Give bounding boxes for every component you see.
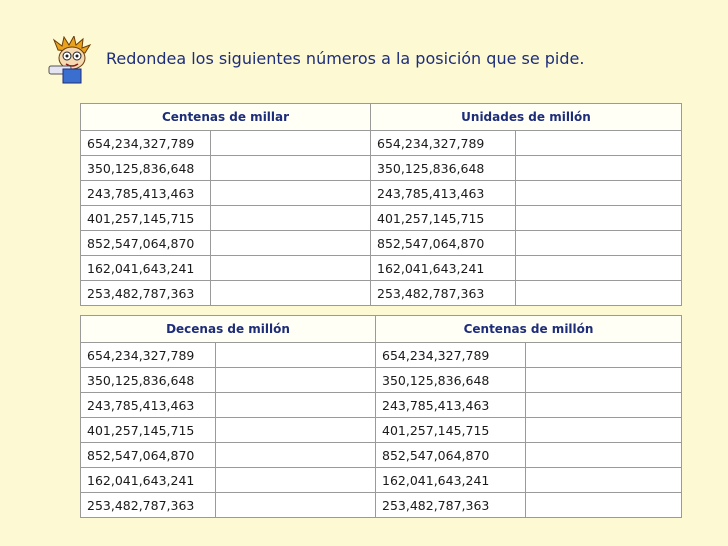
number-cell: 253,482,787,363: [81, 493, 216, 518]
column-header: Centenas de millar: [81, 104, 371, 131]
cartoon-kid-icon: [46, 36, 96, 84]
table-row: [81, 343, 682, 368]
answer-cell[interactable]: [216, 468, 376, 493]
answer-cell[interactable]: [526, 468, 682, 493]
answer-cell[interactable]: [216, 493, 376, 518]
number-cell: 243,785,413,463: [376, 393, 526, 418]
number-cell: 350,125,836,648: [371, 156, 516, 181]
number-cell: 253,482,787,363: [371, 281, 516, 306]
table-row: [81, 493, 682, 518]
number-cell: 654,234,327,789: [371, 131, 516, 156]
number-cell: 852,547,064,870: [376, 443, 526, 468]
header: [40, 36, 690, 86]
table-row: [81, 131, 682, 156]
number-cell: 401,257,145,715: [371, 206, 516, 231]
answer-cell[interactable]: [526, 368, 682, 393]
number-cell: 243,785,413,463: [371, 181, 516, 206]
answer-cell[interactable]: [216, 443, 376, 468]
rounding-table-2: [80, 315, 682, 518]
table-header-row: [81, 316, 682, 343]
table-row: [81, 256, 682, 281]
number-cell: 243,785,413,463: [81, 181, 211, 206]
number-cell: 350,125,836,648: [376, 368, 526, 393]
answer-cell[interactable]: [216, 418, 376, 443]
column-header: Centenas de millón: [376, 316, 682, 343]
answer-cell[interactable]: [216, 343, 376, 368]
column-header: Decenas de millón: [81, 316, 376, 343]
table-row: [81, 368, 682, 393]
number-cell: 350,125,836,648: [81, 368, 216, 393]
answer-cell[interactable]: [216, 368, 376, 393]
answer-cell[interactable]: [211, 206, 371, 231]
page-title: Redondea los siguientes números a la posición que se pide.: [106, 49, 585, 68]
answer-cell[interactable]: [526, 493, 682, 518]
number-cell: 654,234,327,789: [81, 343, 216, 368]
number-cell: 401,257,145,715: [81, 418, 216, 443]
number-cell: 654,234,327,789: [81, 131, 211, 156]
table-row: [81, 206, 682, 231]
table-row: [81, 443, 682, 468]
number-cell: 852,547,064,870: [371, 231, 516, 256]
table-row: [81, 418, 682, 443]
answer-cell[interactable]: [516, 231, 682, 256]
table-row: [81, 231, 682, 256]
answer-cell[interactable]: [526, 393, 682, 418]
table-row: [81, 393, 682, 418]
number-cell: 162,041,643,241: [371, 256, 516, 281]
number-cell: 852,547,064,870: [81, 443, 216, 468]
column-header: Unidades de millón: [371, 104, 682, 131]
number-cell: 253,482,787,363: [81, 281, 211, 306]
answer-cell[interactable]: [211, 181, 371, 206]
answer-cell[interactable]: [211, 231, 371, 256]
answer-cell[interactable]: [516, 256, 682, 281]
table-header-row: [81, 104, 682, 131]
answer-cell[interactable]: [526, 443, 682, 468]
answer-cell[interactable]: [216, 393, 376, 418]
answer-cell[interactable]: [526, 343, 682, 368]
rounding-table-1: [80, 103, 682, 306]
answer-cell[interactable]: [516, 281, 682, 306]
number-cell: 162,041,643,241: [376, 468, 526, 493]
answer-cell[interactable]: [516, 131, 682, 156]
answer-cell[interactable]: [211, 256, 371, 281]
table-row: [81, 468, 682, 493]
answer-cell[interactable]: [516, 206, 682, 231]
table-row: [81, 156, 682, 181]
answer-cell[interactable]: [211, 281, 371, 306]
number-cell: 401,257,145,715: [376, 418, 526, 443]
number-cell: 654,234,327,789: [376, 343, 526, 368]
answer-cell[interactable]: [211, 156, 371, 181]
table-row: [81, 181, 682, 206]
number-cell: 162,041,643,241: [81, 468, 216, 493]
answer-cell[interactable]: [516, 181, 682, 206]
number-cell: 162,041,643,241: [81, 256, 211, 281]
answer-cell[interactable]: [211, 131, 371, 156]
table-row: [81, 281, 682, 306]
answer-cell[interactable]: [516, 156, 682, 181]
answer-cell[interactable]: [526, 418, 682, 443]
number-cell: 401,257,145,715: [81, 206, 211, 231]
number-cell: 243,785,413,463: [81, 393, 216, 418]
number-cell: 852,547,064,870: [81, 231, 211, 256]
number-cell: 350,125,836,648: [81, 156, 211, 181]
number-cell: 253,482,787,363: [376, 493, 526, 518]
